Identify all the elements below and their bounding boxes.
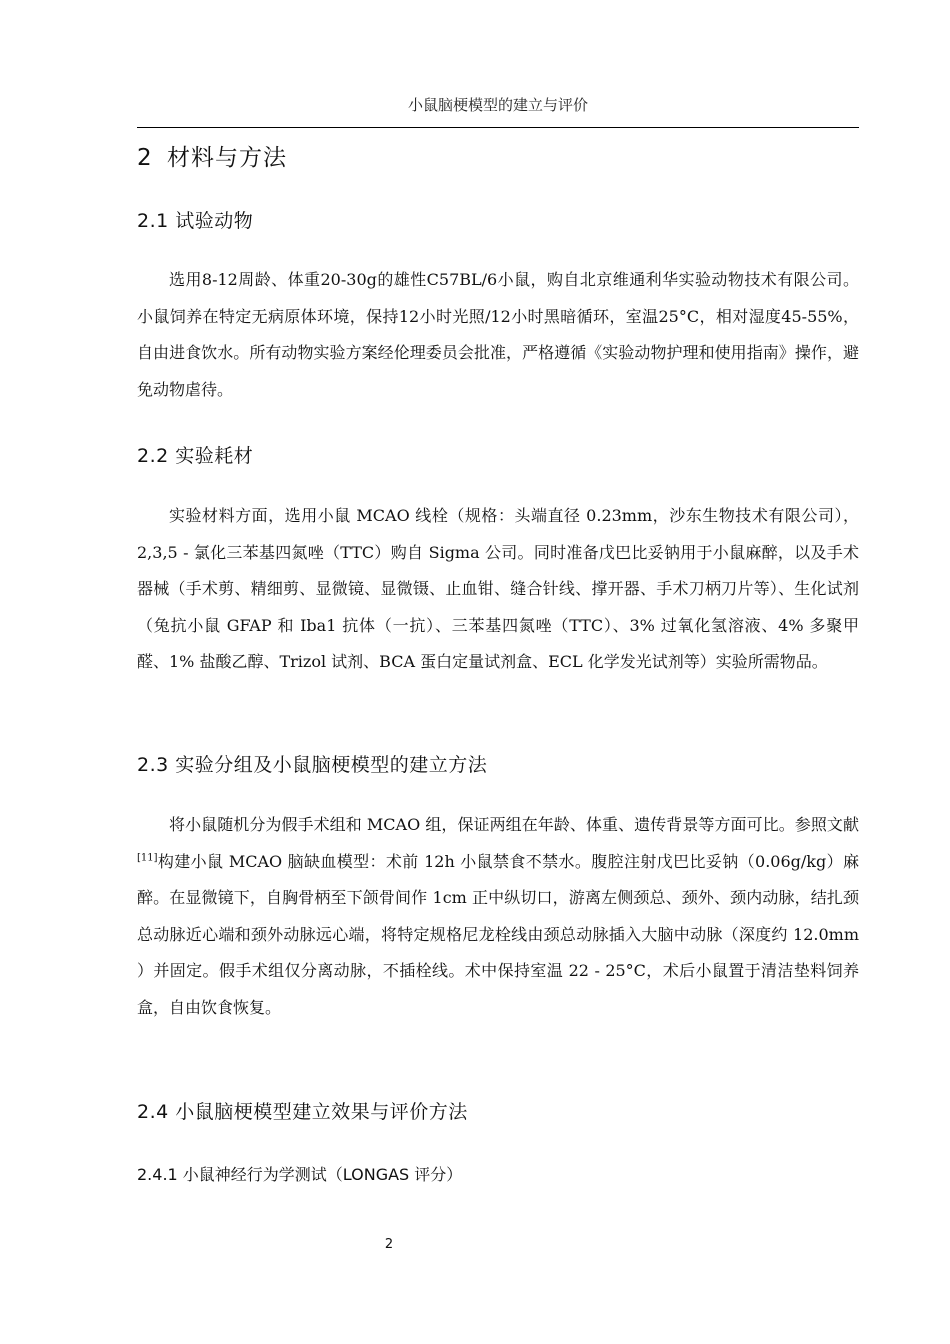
subsection-heading-2-4: 2.4 小鼠脑梗模型建立效果与评价方法: [137, 1101, 468, 1123]
paragraph-2-1: 选用8-12周龄、体重20-30g的雄性C57BL/6小鼠，购自北京维通利华实验动物技术有限公司。小鼠饲养在特定无病原体环境，保持12小时光照/12小时黑暗循环，室温25°C，相对湿度45-55%，自由进食饮水。所有动物实验方案经伦理委员会批准，严格遵循《实验动物护理和使用指南》操作，避免动物虐待。: [137, 270, 859, 399]
citation-marker: [11]: [137, 852, 158, 864]
paragraph-2-3: [137, 807, 859, 1026]
subsection-heading-2-2: 2.2 实验耗材: [137, 445, 254, 467]
header-rule: [137, 127, 859, 128]
paragraph-2-2: 实验材料方面，选用小鼠 MCAO 线栓（规格：头端直径 0.23mm，沙东生物技术有限公司），2,3,5 - 氯化三苯基四氮唑（TTC）购自 Sigma 公司。同时准备戊巴比妥钠用于小鼠麻醉，以及手术器械（手术剪、精细剪、显微镜、显微镊、止血钳、缝合针线、撑开器、手术刀柄刀片等）、生化试剂（兔抗小鼠 GFAP 和 Iba1 抗体（一抗）、三苯基四氮唑（TTC）、3% 过氧化氢溶液、4% 多聚甲醛、1% 盐酸乙醇、Trizol 试剂、BCA 蛋白定量试剂盒、ECL 化学发光试剂等）实验所需物品。: [137, 506, 859, 671]
section-heading: [137, 139, 287, 172]
subsection-heading-2-1: 2.1 试验动物: [137, 210, 254, 232]
section-number: 2: [137, 145, 153, 171]
paragraph-2-3-part2: 构建小鼠 MCAO 脑缺血模型：术前 12h 小鼠禁食不禁水。腹腔注射戊巴比妥钠（0.06g/kg）麻醉。在显微镜下，自胸骨柄至下颌骨间作 1cm 正中纵切口，游离左侧颈总、颈外、颈内动脉，结扎颈总动脉近心端和颈外动脉远心端，将特定规格尼龙栓线由颈总动脉插入大脑中动脉（深度约 12.0mm ）并固定。假手术组仅分离动脉，不插栓线。术中保持室温 22 - 25°C，术后小鼠置于清洁垫料饲养盒，自由饮食恢复。: [137, 851, 859, 1017]
section-title: 材料与方法: [166, 145, 287, 171]
subsection-heading-2-4-1: 2.4.1 小鼠神经行为学测试（LONGAS 评分）: [137, 1165, 463, 1184]
page-number: 2: [384, 1237, 394, 1252]
paragraph-2-3-part1: 将小鼠随机分为假手术组和 MCAO 组，保证两组在年龄、体重、遗传背景等方面可比。参照文献: [169, 815, 859, 834]
subsection-heading-2-3: 2.3 实验分组及小鼠脑梗模型的建立方法: [137, 754, 488, 776]
running-header: 小鼠脑梗模型的建立与评价: [407, 96, 588, 114]
